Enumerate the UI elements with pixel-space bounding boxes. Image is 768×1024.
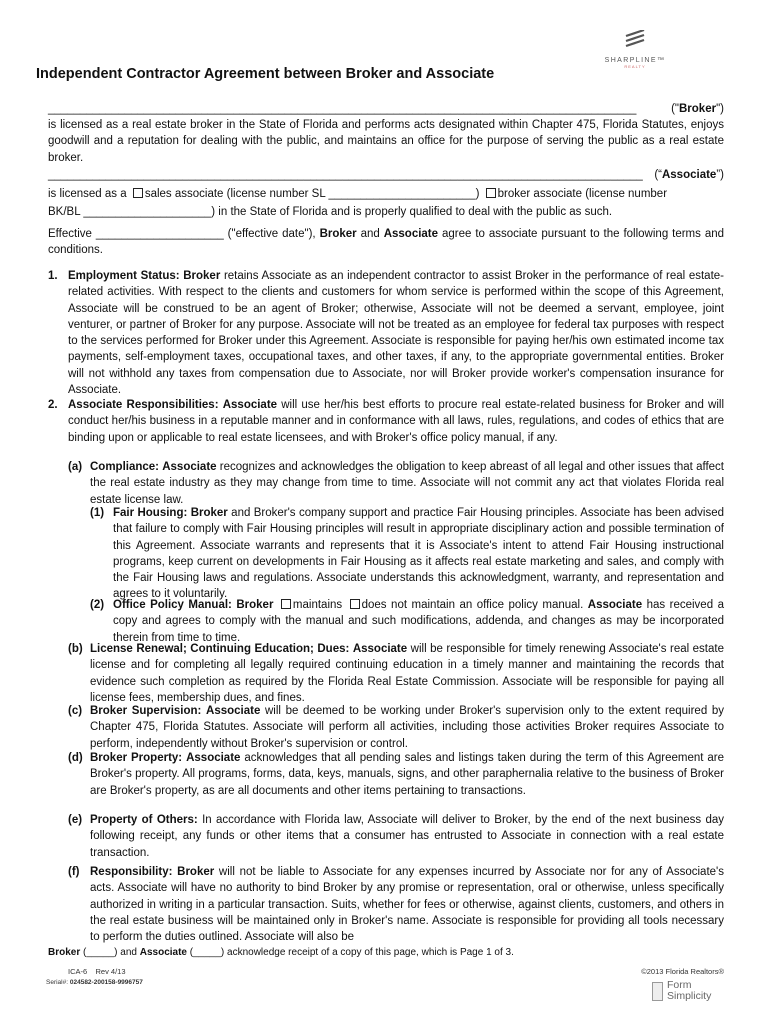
associate-blank[interactable]: _____________________________________________________________________________________________: [48, 169, 643, 181]
maintains-checkbox[interactable]: [281, 599, 291, 609]
logo-sub: REALTY: [624, 64, 646, 69]
logo-brand: SHARPLINE™: [604, 57, 666, 64]
form-document-icon: [652, 982, 663, 1001]
clause-compliance: (a) Compliance: Associate recognizes and acknowledges the obligation to keep abreast of all legal and other issues that affect the real estate industry as they may change from time to time. Associate will not commit any act that violates Florida real estate license law.: [68, 461, 724, 506]
broker-label: Broker: [679, 103, 717, 115]
clause-license-renewal: (b) License Renewal; Continuing Education; Dues: Associate will be responsible for timely renewing Associate's real estate license and for completing all legally required continuing education in a timely manner and maintaining the records that evidence such completion as required by the Florida Real Estate Commission. Associate will be responsible for paying all license fees, membership dues, and fines.: [68, 643, 724, 704]
associate-name-line: _____________________________________________________________________________________________ (“Associate”): [48, 169, 724, 181]
clause-broker-supervision: (c) Broker Supervision: Associate will be deemed to be working under Broker's supervision only to the extent required by Chapter 475, Florida Statutes. Associate will perform all activities, including those activities Broker requires Associate to perform, independently without Broker's supervision or control.: [68, 705, 724, 750]
broker-blank[interactable]: ____________________________________________________________________________________________: [48, 103, 637, 115]
section-employment-status: 1. Employment Status: Broker retains Associate as an independent contractor to assist Broker in the performance of real estate-related activities. With respect to the clients and customers for whom service is performed within the scope of this Agreement, Associate will be construed to be an agent of Broker; otherwise, Associate will not be deemed a servant, employee, joint venturer, or partner of Broker for any purpose. Associate will not be treated as an employee for federal tax purposes with respect to the services performed for Broker under this Agreement. Associate is responsible for paying her/his own estimated income tax payments, self-employment taxes, occupational taxes, and other taxes, if any, to the appropriate governmental entities. Broker will not withhold any taxes from compensation due to Associate, nor will Broker provide worker's compensation insurance for Associate.: [48, 270, 724, 397]
page-title: Independent Contractor Agreement between Broker and Associate: [36, 66, 495, 82]
copyright: ©2013 Florida Realtors®: [641, 967, 724, 976]
page-acknowledgment: Broker (_____) and Associate (_____) acknowledge receipt of a copy of this page, which is Page 1 of 3.: [48, 947, 514, 958]
effective-date-paragraph: Effective ____________________ ("effective date"), Broker and Associate agree to associate pursuant to the following terms and conditions.: [48, 228, 725, 257]
form-id: ICA-6 Rev 4/13: [68, 967, 126, 976]
clause-responsibility: (f) Responsibility: Broker will not be liable to Associate for any expenses incurred by Associate nor for any of Associate's acts. Associate will have no authority to bind Broker by any promise or representation, oral or otherwise, unless specifically authorized in writing in a particular transaction. Suits, whether for fees or otherwise, against clients, customers, and others in the real estate business will be maintained only in Broker's name. Associate is responsible for providing all tools necessary to perform the duties outlined. Associate will also be: [68, 866, 724, 944]
clause-fair-housing: (1) Fair Housing: Broker and Broker's company support and practice Fair Housing principles. Associate has been advised that failure to comply with Fair Housing principles will result in appropriate disciplinary action and possible termination of this Agreement. Associate warrants and represents that it is Associate's intent to attend Fair Housing instructional programs, keep current on developments in Fair Housing as it affects real estate marketing and sales, and comply with the Fair Housing laws and regulations. Associate understands this acknowledgment, warranty, and representation and agrees to it voluntarily.: [90, 507, 724, 601]
broker-name-line: ____________________________________________________________________________________________ ("Broker"): [48, 103, 724, 115]
sharpline-mark-icon: [622, 30, 648, 50]
clause-office-policy-manual: (2) Office Policy Manual: Broker maintains does not maintain an office policy manual. Associate has received a copy and agrees to comply with the manual and such modifications, addenda, and changes as may be incorporated therein from time to time.: [90, 599, 724, 644]
sales-associate-checkbox[interactable]: [133, 188, 143, 198]
form-simplicity-logo: Form Simplicity: [652, 980, 732, 1006]
broker-associate-checkbox[interactable]: [486, 188, 496, 198]
sharpline-logo: [600, 30, 670, 80]
clause-property-of-others: (e) Property of Others: In accordance with Florida law, Associate will deliver to Broker, by the end of the next business day following receipt, any funds or other items that a consumer has entrusted to Associate in connection with a real estate transaction.: [68, 814, 724, 859]
associate-label: Associate: [661, 169, 717, 181]
license-bkbl-line: BK/BL ____________________) in the State of Florida and is properly qualified to deal with the public as such.: [48, 206, 613, 218]
associate-license-line: is licensed as a sales associate (license number SL _______________________) broker associate (license number: [48, 188, 668, 200]
does-not-maintain-checkbox[interactable]: [350, 599, 360, 609]
clause-broker-property: (d) Broker Property: Associate acknowledges that all pending sales and listings taken during the term of this Agreement are Broker's property. All programs, forms, data, keys, manuals, signs, and other paraphernalia relative to the business of Broker are Broker's property, as are all documents and other items pertaining to transactions.: [68, 752, 725, 797]
section-associate-responsibilities: 2. Associate Responsibilities: Associate will use her/his best efforts to procure real estate-related business for Broker and will conduct her/his business in a reputable manner and in conformance with all laws, rules, regulations, and codes of ethics that are binding upon or applicable to real estate licensees, and with Broker's office policy manual, if any.: [48, 399, 724, 444]
broker-description: is licensed as a real estate broker in the State of Florida and performs acts designated within Chapter 475, Florida Statutes, enjoys goodwill and a reputation for dealing with the public, and maintains an office for the purpose of serving the public as a real estate broker.: [48, 119, 724, 164]
serial-number: Serial#: 024582-200158-9996757: [46, 979, 143, 986]
